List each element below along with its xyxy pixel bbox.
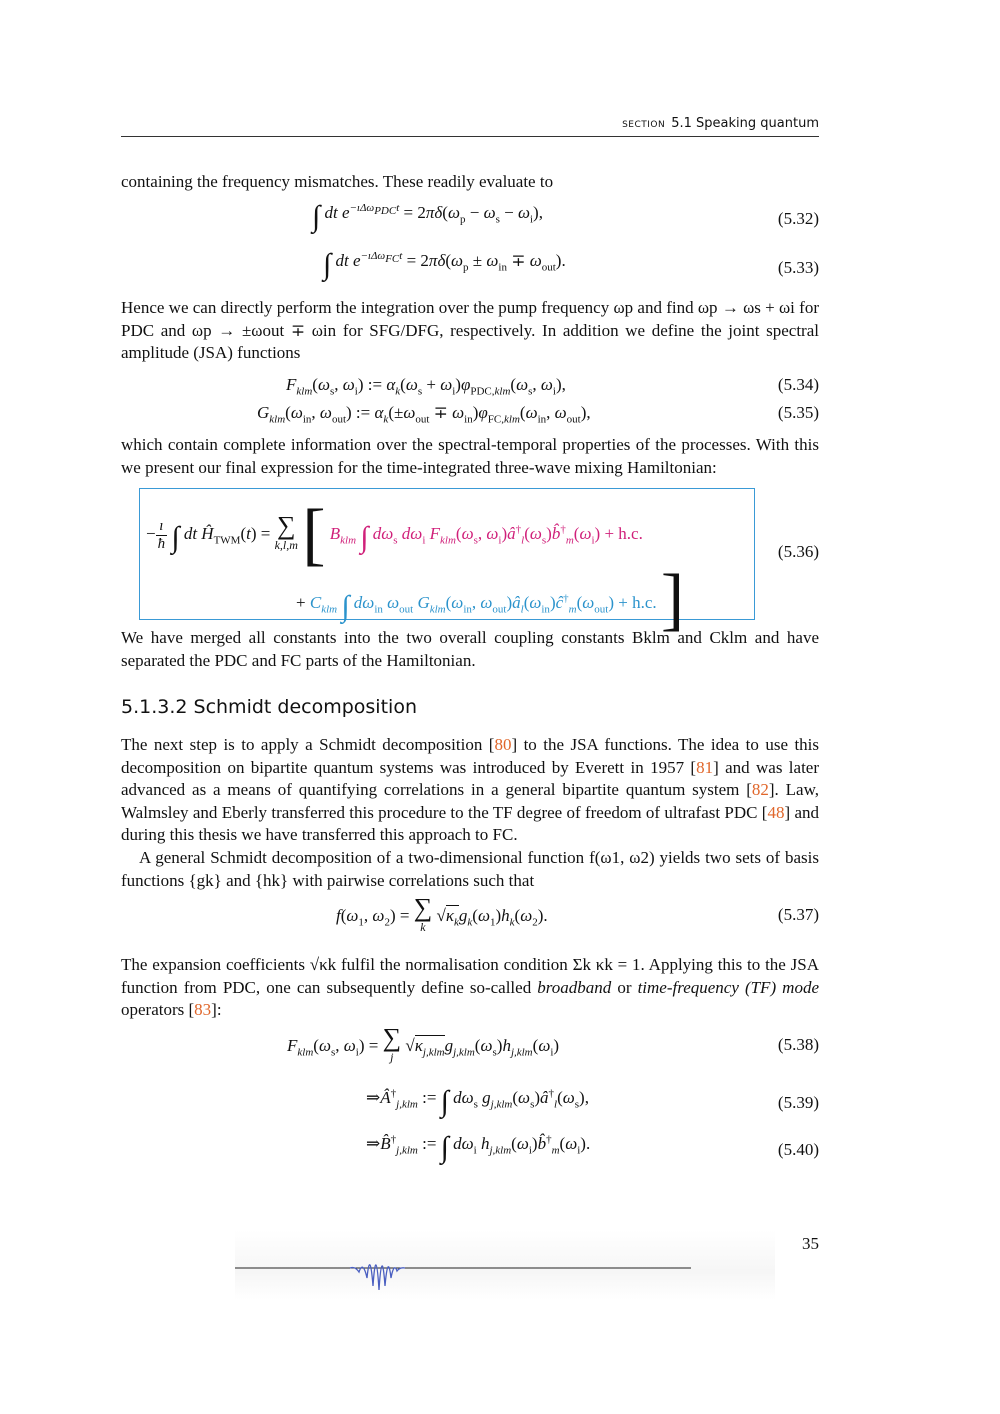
eq-number-5-37: (5.37) [777,905,819,924]
equation-5-40: $\Rightarrow B̂^\dagger_{j,klm}$ := ∫ $d\omega_i$ $h_{j,klm}(\omega_i)b̂^\dagger_m(\omega_i)$. [366,1131,591,1164]
eq-number-5-35: (5.35) [777,403,819,422]
paragraph-tf-modes [121,954,819,1022]
para7-emphasis-broadband: broadband [537,977,612,997]
paragraph-coupling-constants: We have merged all constants into the two overall coupling constants Bklm and Cklm and have separated the PDC and FC parts of the Hamiltonian. [121,628,819,670]
paragraph-hamiltonian-intro: which contain complete information over the spectral-temporal properties of the processes. With this we present our final expression for the time-integrated three-wave mixing Hamiltonian: [121,435,819,477]
eq-number-5-38: (5.38) [777,1035,819,1054]
equation-5-33: ∫ dt $e^{-ı\Delta\omega_{FC}t} = 2\pi\delta(\omega_p \pm \omega_{in} \mp \omega_{out})$. [323,248,566,281]
equation-5-36-line2: + $C_{klm}$ ∫ $d\omega_{in}$ $\omega_{out}$ $G_{klm}(\omega_{in}$, $\omega_{out})â_l(\omega_{in})ĉ^\dagger_m(\omega_{out}) + h.c$. ] [296,561,685,638]
para5-text-2: ] to the JSA functions. The idea to use this decomposition on bipartite quantum systems was introduced by Everett in 1957 [ [121,735,820,777]
equation-5-37: $f(\omega_1$, $\omega_2$) = ∑ k $√\kappa_kg_k(\omega_1)h_k(\omega_2)$. [336,893,548,934]
para7-text-3: operators [ [121,1000,195,1020]
citation-80[interactable]: 80 [494,735,512,754]
paragraph-intro: containing the frequency mismatches. These readily evaluate to [121,172,554,191]
subsection-heading: 5.1.3.2 Schmidt decomposition [121,696,417,718]
para5-text-3: ] and was later advanced as a means of quantifying correlations in a general bipartite quantum system [ [121,757,820,800]
header-section-title: 5.1 Speaking quantum [671,116,819,131]
citation-82[interactable]: 82 [751,780,769,800]
running-header [121,116,819,137]
eq-number-5-34: (5.34) [777,375,819,394]
equation-5-36-line1: $-\frac{ı}{ħ}$ ∫ dt $Ĥ_{TWM}(t)$ = ∑ k,l,m [ $B_{klm}$ ∫ $d\omega_s$ $d\omega_i$ $F_{klm}(\omega_s$, $\omega_i)â^\dagger_l(\omega_s)b̂^\dagger_m(\omega_i) + h.c$. [146,496,643,573]
equation-5-32: ∫ dt $e^{-ı\Delta\omega_{PDC}t} = 2\pi\delta(\omega_p - \omega_s - \omega_i)$, [312,200,543,233]
eq-number-5-40: (5.40) [777,1140,819,1159]
para5-text-4: ]. Law, Walmsley and Eberly transferred this procedure to the TF degree of freedom of ultrafast PDC [ [121,780,819,822]
para7-text-2: or [611,977,638,997]
header-section-label: section [622,116,666,131]
eq-number-5-36: (5.36) [777,542,819,561]
para5-text-1: The next step is to apply a Schmidt decomposition [ [121,735,495,754]
para7-emphasis-tf-mode: time-frequency (TF) mode [637,977,819,997]
citation-83[interactable]: 83 [194,1000,212,1020]
wave-packet-icon [235,1238,695,1298]
equation-5-34: $F_{klm}(\omega_s$, $\omega_i$) := $\alpha_k(\omega_s + \omega_i)\varphi_{PDC,klm}(\omega_s$, $\omega_i$), [286,375,566,398]
paragraph-schmidt-general: A general Schmidt decomposition of a two-dimensional function f(ω1, ω2) yields two sets of basis functions {gk} and {hk} with pairwise correlations such that [121,848,819,890]
equation-5-38: $F_{klm}(\omega_s$, $\omega_i$) = ∑ j $√\kappa_{j,klm}g_{j,klm}(\omega_s)h_{j,klm}(\omega_i)$ [287,1023,560,1064]
page-number: 35 [802,1234,819,1253]
citation-48[interactable]: 48 [767,802,785,822]
paragraph-schmidt-history [121,734,819,847]
equation-5-35: $G_{klm}(\omega_{in}$, $\omega_{out}$) := $\alpha_k(\pm\omega_{out} \mp \omega_{in})\varphi_{FC,klm}(\omega_{in}$, $\omega_{out}$), [257,403,591,426]
para7-text-1: The expansion coefficients √κk fulfil the normalisation condition Σk κk = 1. Applying this to the JSA function from PDC, one can subsequently define so-called [121,955,819,997]
eq-number-5-33: (5.33) [777,258,819,277]
eq-number-5-39: (5.39) [777,1093,819,1112]
equation-5-39: $\Rightarrow Â^\dagger_{j,klm}$ := ∫ $d\omega_s$ $g_{j,klm}(\omega_s)â^\dagger_l(\omega_s)$, [366,1085,589,1118]
citation-81[interactable]: 81 [696,757,714,777]
para5-text-5: ] and during this thesis we have transferred this approach to FC. [121,802,819,845]
eq-number-5-32: (5.32) [777,209,819,228]
para7-text-4: ]: [211,1000,222,1020]
paragraph-integration: Hence we can directly perform the integration over the pump frequency ωp and find ωp → ωs + ωi for PDC and ωp → ±ωout ∓ ωin for SFG/DFG, respectively. In addition we define the joint spectral amplitude (JSA) functions [121,298,819,363]
